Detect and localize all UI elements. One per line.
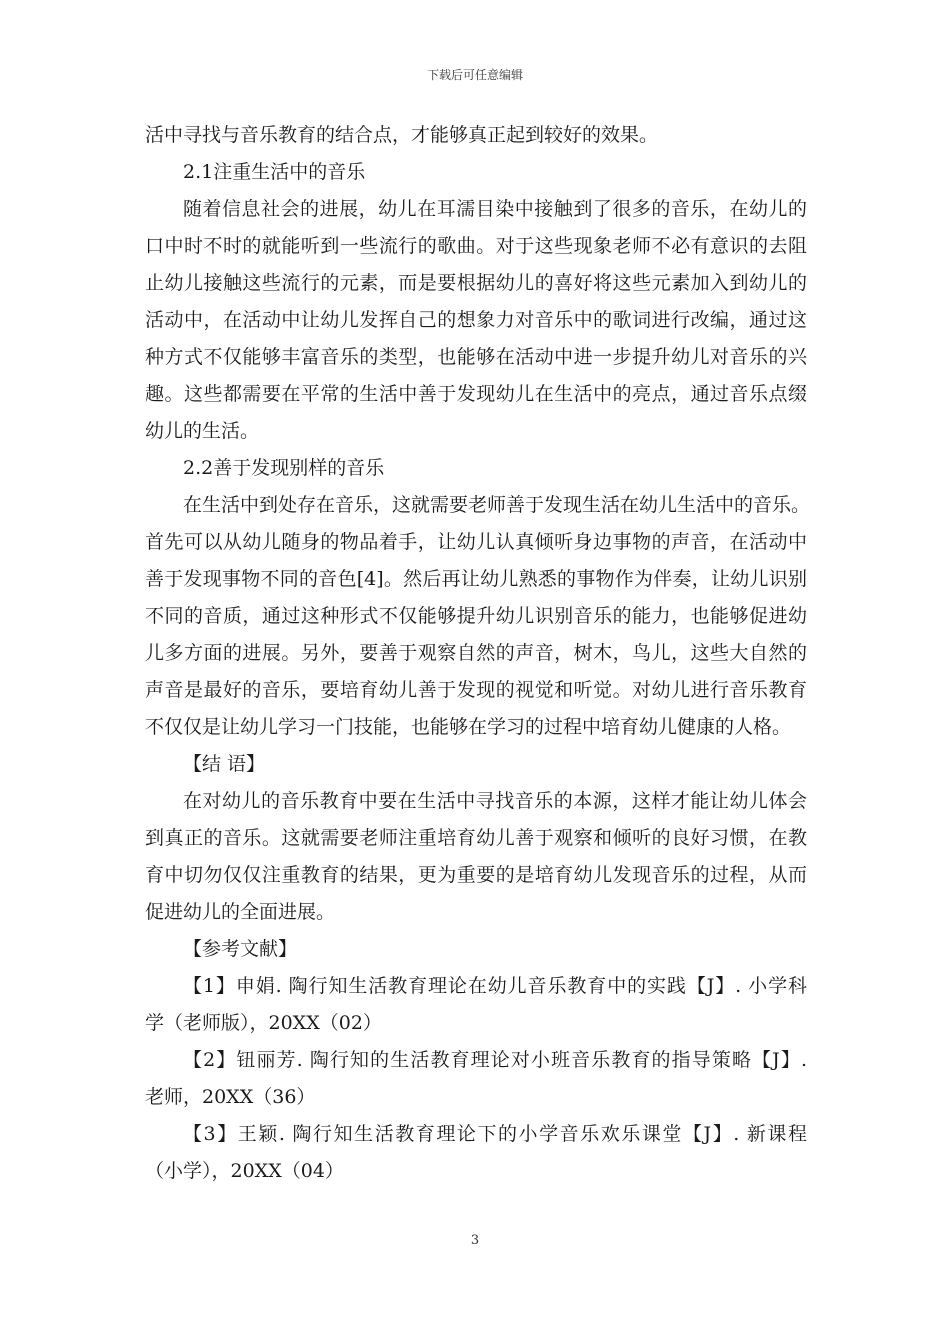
heading-references-line: 【参考文献】 [183, 938, 298, 960]
para-2-2-line: 声音是最好的音乐，要培育幼儿善于发现的视觉和听觉。对幼儿进行音乐教育 [145, 679, 807, 701]
para-2-1-line: 种方式不仅能够丰富音乐的类型，也能够在活动中进一步提升幼儿对音乐的兴 [145, 346, 807, 368]
para-conclusion-line: 到真正的音乐。这就需要老师注重培育幼儿善于观察和倾听的良好习惯，在教 [145, 827, 807, 849]
ref-3-line: 【3】王颖. 陶行知生活教育理论下的小学音乐欢乐课堂【J】. 新课程 [183, 1123, 807, 1145]
ref-2-line: 【2】钮丽芳. 陶行知的生活教育理论对小班音乐教育的指导策略【J】. [183, 1049, 807, 1071]
intro-tail-line: 活中寻找与音乐教育的结合点，才能够真正起到较好的效果。 [145, 124, 659, 146]
para-conclusion-line: 在对幼儿的音乐教育中要在生活中寻找音乐的本源，这样才能让幼儿体会 [183, 790, 807, 812]
para-2-2-line: 不同的音质，通过这种形式不仅能够提升幼儿识别音乐的能力，也能够促进幼 [145, 605, 807, 627]
ref-3-line: （小学），20XX（04） [145, 1160, 344, 1182]
heading-2-1-line: 2.1注重生活中的音乐 [183, 161, 366, 183]
para-2-1-line: 活动中，在活动中让幼儿发挥自己的想象力对音乐中的歌词进行改编，通过这 [145, 309, 807, 331]
para-2-1-line: 趣。这些都需要在平常的生活中善于发现幼儿在生活中的亮点，通过音乐点缀 [145, 383, 807, 405]
heading-conclusion-line: 【结 语】 [183, 753, 266, 775]
para-2-2-line: 首先可以从幼儿随身的物品着手，让幼儿认真倾听身边事物的声音，在活动中 [145, 531, 807, 553]
para-2-2-line: 不仅仅是让幼儿学习一门技能，也能够在学习的过程中培育幼儿健康的人格。 [145, 716, 792, 738]
para-2-1-line: 口中时不时的就能听到一些流行的歌曲。对于这些现象老师不必有意识的去阻 [145, 235, 807, 257]
document-body [145, 117, 811, 1190]
para-2-2-line: 善于发现事物不同的音色[4]。然后再让幼儿熟悉的事物作为伴奏，让幼儿识别 [145, 568, 807, 590]
page-number: 3 [470, 1233, 480, 1248]
ref-1-line: 学（老师版），20XX（02） [145, 1012, 382, 1034]
page-header: 下载后可任意编辑 [426, 68, 523, 82]
heading-2-2-line: 2.2善于发现别样的音乐 [183, 457, 385, 479]
para-conclusion-line: 育中切勿仅仅注重教育的结果，更为重要的是培育幼儿发现音乐的过程，从而 [145, 864, 807, 886]
para-2-2-line: 儿多方面的进展。另外，要善于观察自然的声音，树木，鸟儿，这些大自然的 [145, 642, 807, 664]
para-2-1-line: 幼儿的生活。 [145, 420, 260, 442]
para-2-1-line: 止幼儿接触这些流行的元素，而是要根据幼儿的喜好将这些元素加入到幼儿的 [145, 272, 807, 294]
ref-1-line: 【1】申娟. 陶行知生活教育理论在幼儿音乐教育中的实践【J】. 小学科 [183, 975, 807, 997]
ref-2-line: 老师，20XX（36） [145, 1086, 316, 1108]
para-2-2-line: 在生活中到处存在音乐，这就需要老师善于发现生活在幼儿生活中的音乐。 [183, 494, 811, 516]
para-2-1-line: 随着信息社会的进展，幼儿在耳濡目染中接触到了很多的音乐，在幼儿的 [183, 198, 807, 220]
para-conclusion-line: 促进幼儿的全面进展。 [145, 901, 336, 923]
